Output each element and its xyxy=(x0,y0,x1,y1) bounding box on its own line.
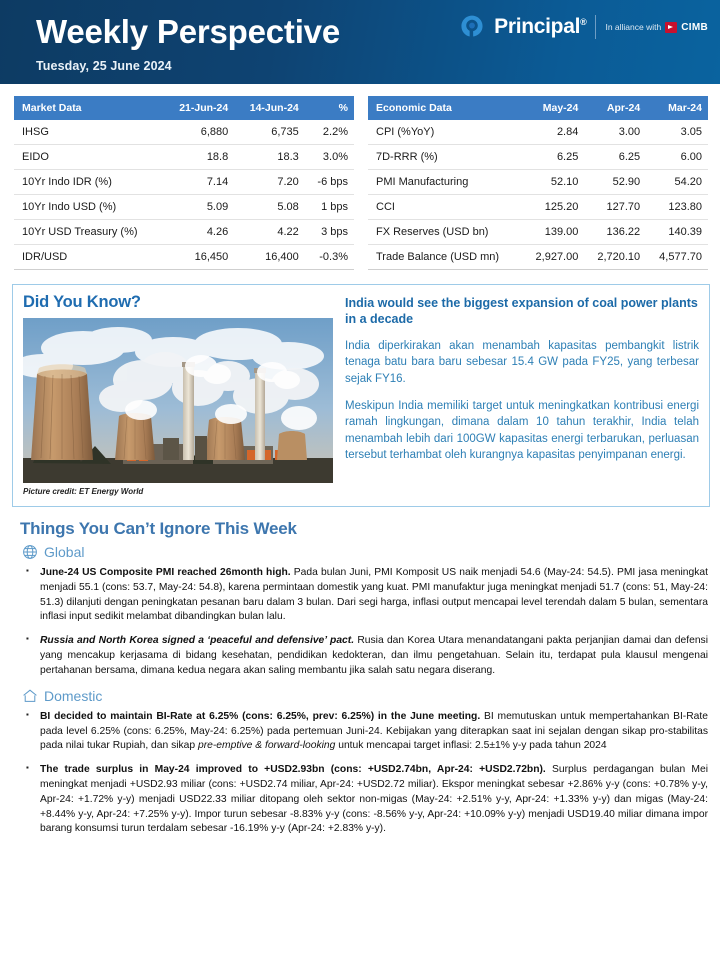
global-subsection-header xyxy=(22,544,708,560)
table-row xyxy=(368,145,708,170)
cell: 7.14 xyxy=(164,170,235,195)
did-you-know-media xyxy=(23,293,333,496)
coal-power-plant-photo xyxy=(23,318,333,483)
table-row xyxy=(14,220,354,245)
market-col-0: 21-Jun-24 xyxy=(164,96,235,120)
article-paragraph-2: Meskipun India memiliki target untuk meningkatkan kontribusi energi ramah lingkungan, dimana dalam 10 tahun terakhir, India telah menambah lebih dari 100GW kapasitas energi terbarukan, perluasan tersebut terhambat oleh kurangnya kapasitas penyimpanan energi. xyxy=(345,399,699,461)
row-label: CPI (%YoY) xyxy=(368,120,523,145)
row-label: 10Yr USD Treasury (%) xyxy=(14,220,164,245)
cell: 6,735 xyxy=(234,120,305,145)
things-section xyxy=(0,507,720,837)
bullet-lead: Russia and North Korea signed a ‘peaceful and defensive’ pact. xyxy=(40,635,355,647)
table-row xyxy=(368,220,708,245)
table-header-row xyxy=(14,96,354,120)
table-row xyxy=(368,245,708,270)
market-col-2: % xyxy=(305,96,354,120)
domestic-bullet-list xyxy=(24,710,708,838)
cell: 1 bps xyxy=(305,195,354,220)
cell: 7.20 xyxy=(234,170,305,195)
table-row xyxy=(14,170,354,195)
bullet-lead: June-24 US Composite PMI reached 26month high. xyxy=(40,567,291,578)
table-row xyxy=(14,195,354,220)
bullet-lead: BI decided to maintain BI-Rate at 6.25% (cons: 6.25%, prev: 6.25%) in the June meeting. xyxy=(40,710,481,722)
cimb-logo-icon xyxy=(665,22,677,33)
table-row xyxy=(14,245,354,270)
cell: 4.26 xyxy=(164,220,235,245)
list-item xyxy=(24,710,708,754)
economic-col-1: Apr-24 xyxy=(584,96,646,120)
cell: 16,450 xyxy=(164,245,235,270)
cell: 54.20 xyxy=(646,170,708,195)
economic-table-title: Economic Data xyxy=(368,96,523,120)
bullet-body: Rusia dan Korea Utara menandatangani pakta perjanjian damai dan defensi yang mencakup kerjasama di bidang kesehatan, pendidikan kedokteran, dan ilmu pengetahuan. Selain itu, terdapat pula klausul mengenai pertahanan bersama, dimana kedua negara akan saling membantu jika salah satu negara diserang. xyxy=(40,635,708,676)
cell: 18.8 xyxy=(164,145,235,170)
row-label: CCI xyxy=(368,195,523,220)
row-label: 10Yr Indo USD (%) xyxy=(14,195,164,220)
global-label: Global xyxy=(44,544,85,560)
domestic-label: Domestic xyxy=(44,687,103,704)
row-label: FX Reserves (USD bn) xyxy=(368,220,523,245)
things-section-title: Things You Can’t Ignore This Week xyxy=(20,519,297,538)
list-item xyxy=(24,566,708,625)
cell: 3.00 xyxy=(584,120,646,145)
cell: 16,400 xyxy=(234,245,305,270)
table-row xyxy=(14,145,354,170)
article-headline: India would see the biggest expansion of coal power plants in a decade xyxy=(345,296,698,326)
market-table-title: Market Data xyxy=(14,96,164,120)
page-title: Weekly Perspective xyxy=(36,13,340,50)
cell: 5.08 xyxy=(234,195,305,220)
alliance-text: In alliance with xyxy=(605,22,662,32)
row-label: Trade Balance (USD mn) xyxy=(368,245,523,270)
cell: -6 bps xyxy=(305,170,354,195)
cell: 2.84 xyxy=(523,120,585,145)
cell: 123.80 xyxy=(646,195,708,220)
cell: 2,720.10 xyxy=(584,245,646,270)
table-row xyxy=(14,120,354,145)
did-you-know-article xyxy=(345,293,699,496)
row-label: PMI Manufacturing xyxy=(368,170,523,195)
cell: 3.0% xyxy=(305,145,354,170)
data-tables-row xyxy=(0,84,720,270)
bullet-body: Surplus perdagangan bulan Mei meningkat menjadi +USD2.93 miliar (cons: +USD2.74 miliar, Apr-24: +USD2.72 miliar). Ekspor meningkat sebesar +2.86% y-y (cons: +0.78% y-y, Apr-24: +1.72% y-y) menjadi USD22.33 miliar ditopang oleh sektor non-migas (May-24: +2.51% y-y, Apr-24: +1.33% y-y) dan migas (May-24: +8.44% y-y, Apr-24: +7.25% y-y). Impor turun sebesar -8.83% y-y (cons: -8.56% y-y, Apr-24: +10.09% y-y) menjadi USD19.40 miliar dimana impor barang konsumsi turun terdalam sebesar -16.19% y-y (Apr-24: +2.83% y-y). xyxy=(40,764,708,835)
cell: 2,927.00 xyxy=(523,245,585,270)
domestic-subsection-header xyxy=(22,688,708,704)
bullet-body-italic: pre-emptive & forward-looking xyxy=(198,740,336,752)
cell: 4,577.70 xyxy=(646,245,708,270)
table-row xyxy=(368,195,708,220)
brand-divider xyxy=(595,15,596,39)
economic-col-2: Mar-24 xyxy=(646,96,708,120)
row-label: 7D-RRR (%) xyxy=(368,145,523,170)
cell: 52.90 xyxy=(584,170,646,195)
cell: 3 bps xyxy=(305,220,354,245)
row-label: IDR/USD xyxy=(14,245,164,270)
did-you-know-panel xyxy=(12,284,710,507)
cell: 139.00 xyxy=(523,220,585,245)
bullet-lead: The trade surplus in May-24 improved to +USD2.93bn (cons: +USD2.74bn, Apr-24: +USD2.72bn). xyxy=(40,764,546,776)
cell: 6,880 xyxy=(164,120,235,145)
photo-credit: Picture credit: ET Energy World xyxy=(23,487,144,496)
table-row xyxy=(368,170,708,195)
cell: 52.10 xyxy=(523,170,585,195)
global-bullet-list xyxy=(24,566,708,679)
cell: 5.09 xyxy=(164,195,235,220)
cell: 125.20 xyxy=(523,195,585,220)
table-row xyxy=(368,120,708,145)
cell: 140.39 xyxy=(646,220,708,245)
market-col-1: 14-Jun-24 xyxy=(234,96,305,120)
home-icon xyxy=(22,688,38,704)
bullet-body-tail: untuk mencapai target inflasi: 2.5±1% y-y pada tahun 2024 xyxy=(335,740,607,752)
row-label: IHSG xyxy=(14,120,164,145)
market-data-table xyxy=(14,96,354,270)
row-label: 10Yr Indo IDR (%) xyxy=(14,170,164,195)
cell: 6.00 xyxy=(646,145,708,170)
brand-name: Principal® xyxy=(494,15,587,38)
table-header-row xyxy=(368,96,708,120)
cell: 18.3 xyxy=(234,145,305,170)
issue-date: Tuesday, 25 June 2024 xyxy=(36,59,172,73)
globe-icon xyxy=(22,544,38,560)
cell: 3.05 xyxy=(646,120,708,145)
economic-col-0: May-24 xyxy=(523,96,585,120)
cell: 2.2% xyxy=(305,120,354,145)
list-item xyxy=(24,634,708,678)
cell: -0.3% xyxy=(305,245,354,270)
economic-data-table xyxy=(368,96,708,270)
did-you-know-title: Did You Know? xyxy=(23,293,141,311)
registered-mark-icon: ® xyxy=(580,17,587,27)
cell: 136.22 xyxy=(584,220,646,245)
cell: 4.22 xyxy=(234,220,305,245)
cell: 6.25 xyxy=(523,145,585,170)
bullet-body: Pada bulan Juni, PMI Komposit US naik menjadi 54.6 (May-24: 54.5). PMI jasa meningkat menjadi 55.1 (cons: 53.7, May-24: 54.8), karena permintaan domestik yang kuat. PMI manufaktur juga meningkat menjadi 51.7 (cons: 51, May-24: 51.3) dilanjuti dengan peningkatan pesanan baru dalam 3 bulan. Dari segi harga, inflasi output mencapai level terendah dalam 5 bulan, sementara inflasi input sedikit melambat dibandingkan bulan lalu. xyxy=(40,567,708,623)
cimb-text: CIMB xyxy=(681,21,708,33)
article-paragraph-1: India diperkirakan akan menambah kapasitas pembangkit listrik tenaga batu bara baru sebesar 15.4 GW pada FY25, yang terbesar sejak FY16. xyxy=(345,340,699,385)
brand-lockup xyxy=(459,14,708,40)
page-header xyxy=(0,0,720,84)
alliance-lockup xyxy=(605,22,708,33)
cell: 6.25 xyxy=(584,145,646,170)
list-item xyxy=(24,763,708,837)
principal-logo-icon xyxy=(459,14,485,40)
cell: 127.70 xyxy=(584,195,646,220)
row-label: EIDO xyxy=(14,145,164,170)
bullet-body: BI memutuskan untuk mempertahankan BI-Rate pada level 6.25% (cons: 6.25%, May-24: 6.25%) pada pertemuan Juni-24. Kebijakan yang diterapkan saat ini sejalan dengan sikap pro-stabilitas pada nilai tukar Rupiah, dan sikap xyxy=(40,710,708,752)
